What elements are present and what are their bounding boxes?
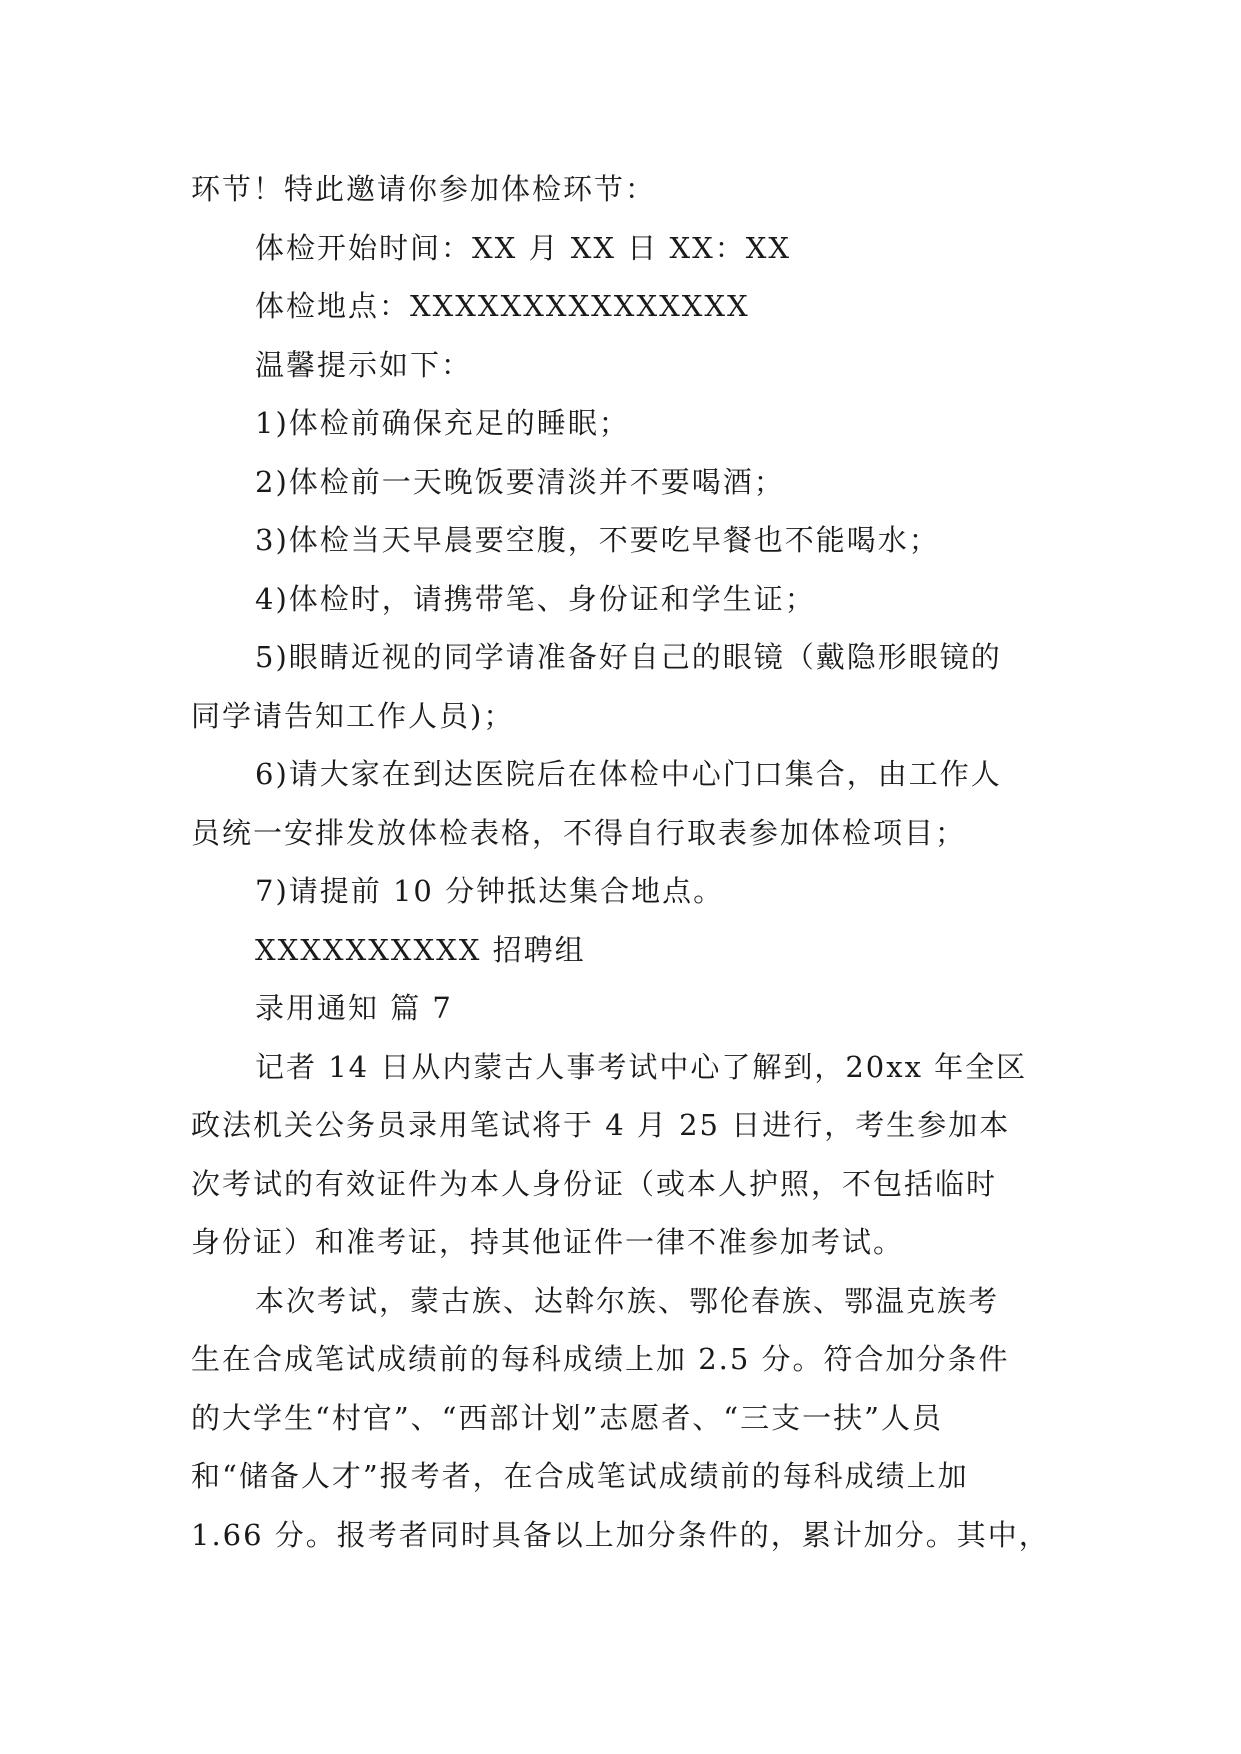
text-line: 生在合成笔试成绩前的每科成绩上加 2.5 分。符合加分条件 — [191, 1342, 1010, 1376]
text-line: 身份证）和准考证，持其他证件一律不准参加考试。 — [191, 1225, 905, 1259]
text-line: XXXXXXXXXX 招聘组 — [255, 932, 586, 967]
text-line: 6)请大家在到达医院后在体检中心门口集合，由工作人 — [255, 757, 1002, 791]
text-line: 政法机关公务员录用笔试将于 4 月 25 日进行，考生参加本 — [191, 1108, 1011, 1142]
text-line: 3)体检当天早晨要空腹，不要吃早餐也不能喝水； — [255, 523, 940, 557]
text-line: 次考试的有效证件为本人身份证（或本人护照，不包括临时 — [191, 1166, 998, 1201]
text-line: 温馨提示如下： — [255, 347, 473, 382]
text-line: 员统一安排发放体检表格，不得自行取表参加体检项目； — [191, 815, 967, 850]
text-line: 5)眼睛近视的同学请准备好自己的眼镜（戴隐形眼镜的 — [255, 640, 1002, 674]
text-line: 同学请告知工作人员)； — [191, 698, 515, 733]
text-line: 7)请提前 10 分钟抵达集合地点。 — [255, 874, 725, 908]
text-line: 4)体检时，请携带笔、身份证和学生证； — [255, 581, 816, 616]
text-line: 2)体检前一天晚饭要清淡并不要喝酒； — [255, 464, 785, 499]
document-body — [191, 160, 1055, 1564]
text-line: 1)体检前确保充足的睡眠； — [255, 406, 630, 440]
text-line: 体检开始时间：XX 月 XX 日 XX：XX — [255, 230, 792, 265]
text-line: 和“储备人才”报考者，在合成笔试成绩前的每科成绩上加 — [191, 1459, 969, 1493]
text-line: 本次考试，蒙古族、达斡尔族、鄂伦春族、鄂温克族考 — [255, 1283, 1000, 1318]
text-line: 记者 14 日从内蒙古人事考试中心了解到，20xx 年全区 — [255, 1049, 1028, 1084]
text-line: 体检地点：XXXXXXXXXXXXXXX — [255, 289, 750, 323]
section-heading: 录用通知 篇 7 — [255, 991, 453, 1025]
text-line: 的大学生“村官”、“西部计划”志愿者、“三支一扶”人员 — [191, 1400, 943, 1435]
text-line: 1.66 分。报考者同时具备以上加分条件的，累计加分。其中， — [191, 1517, 1050, 1552]
text-line: 环节！特此邀请你参加体检环节： — [191, 172, 657, 206]
